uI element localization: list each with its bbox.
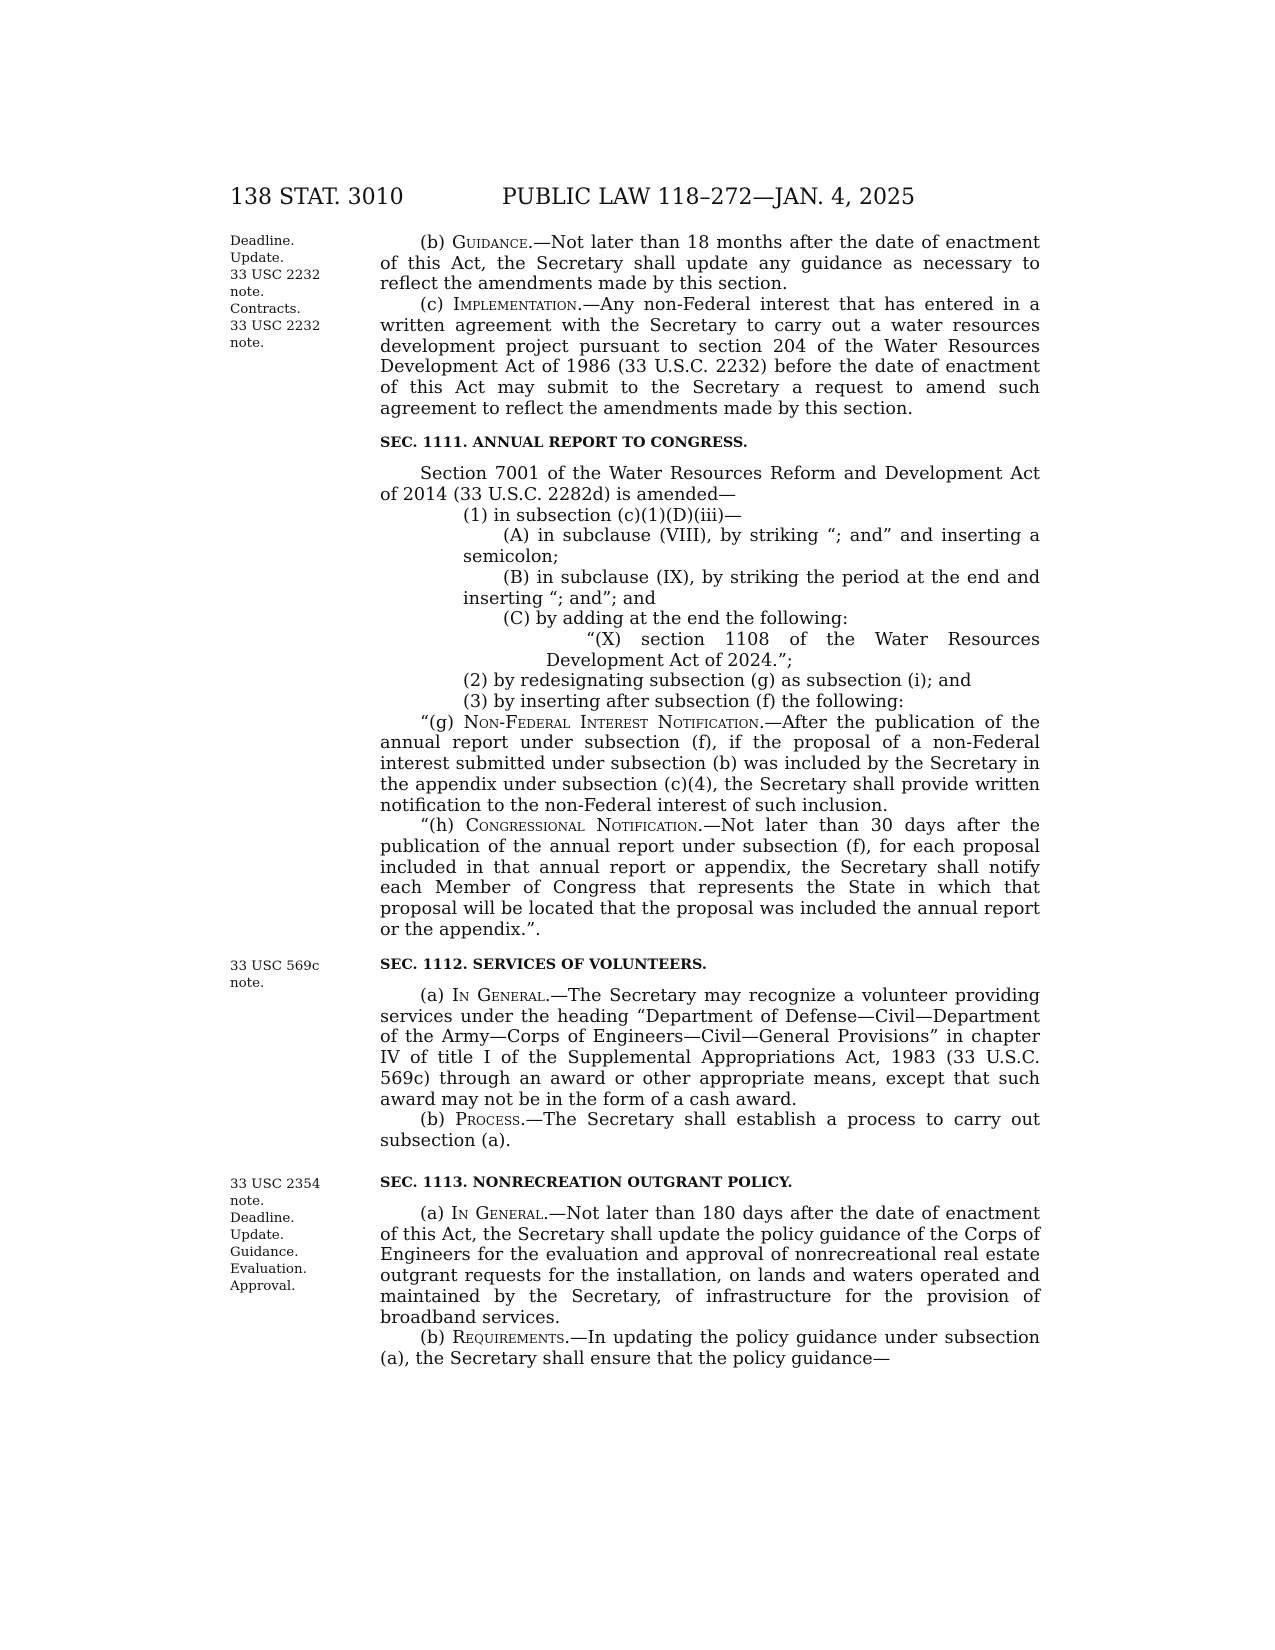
section-1111-heading: SEC. 1111. ANNUAL REPORT TO CONGRESS. [380, 434, 748, 452]
subsection-heading: Guidance [451, 233, 528, 253]
margin-note-line: Approval. [230, 1279, 296, 1294]
inserted-clause-x: “(X) section 1108 of the Water Resources Development Act of 2024.”; [546, 629, 1040, 671]
margin-note-line: 33 USC 2232 [230, 268, 321, 283]
subsection-heading: Non-Federal Interest Notification [463, 712, 759, 733]
subsection-1110-b: (b) Guidance.—Not later than 18 months after the date of enactment of this Act, the Secretary shall update any guidance as necessary to reflect the amendments made by this section. [380, 233, 1040, 295]
margin-note-line: Deadline. [230, 1211, 295, 1226]
section-1113-heading: SEC. 1113. NONRECREATION OUTGRANT POLICY. [380, 1174, 793, 1191]
inserted-subsection-h: “(h) Congressional Notification.—Not later than 30 days after the publication of the annual report under subsection (f), for each proposal included in that annual report or appendix, the Secretary shall notify each Member of Congress that represents the State in which that proposal will be located that the proposal was included the annual report or the appendix.”. [380, 816, 1040, 940]
margin-note-line: note. [230, 336, 265, 351]
amendment-item-a: (A) in subclause (VIII), by striking “; and” and inserting a semicolon; [463, 526, 1040, 568]
margin-note-block-1 [230, 233, 350, 352]
margin-note-line: 33 USC 569c [230, 959, 320, 974]
subsection-heading: Process [455, 1110, 521, 1131]
margin-note-line: note. [230, 1194, 265, 1209]
body-column-top [380, 233, 1040, 941]
margin-note-line: note. [230, 976, 265, 991]
body-column-section-1112 [380, 955, 1040, 1152]
amendment-item-2: (2) by redesignating subsection (g) as subsection (i); and [463, 671, 972, 692]
amendment-item-1: (1) in subsection (c)(1)(D)(iii)— [463, 505, 742, 526]
subsection-heading: In General [451, 986, 545, 1006]
amendment-item-c: (C) by adding at the end the following: [503, 609, 849, 630]
margin-note-line: Update. [230, 251, 284, 266]
subsection-heading: Congressional Notification [465, 816, 698, 837]
margin-note-block-3 [230, 1176, 350, 1295]
margin-note-block-2 [230, 958, 350, 992]
subsection-heading: Requirements [452, 1328, 565, 1349]
margin-note-line: Update. [230, 1228, 284, 1243]
margin-note-line: 33 USC 2232 [230, 319, 321, 334]
subsection-1112-a: (a) In General.—The Secretary may recognize a volunteer providing services under the heading “Department of Defense—Civil—Department of the Army—Corps of Engineers—Civil—General Provisions” in chapter IV of title I of the Supplemental Appropriations Act, 1983 (33 U.S.C. 569c) through an award or other appropriate means, except that such award may not be in the form of a cash award. [380, 986, 1041, 1110]
margin-note-line: Deadline. [230, 234, 295, 249]
section-1111-intro: Section 7001 of the Water Resources Reform and Development Act of 2014 (33 U.S.C. 2282d) is amended— [380, 464, 1040, 506]
subsection-heading: In General [451, 1204, 544, 1224]
amendment-item-3: (3) by inserting after subsection (f) the following: [463, 692, 905, 713]
subsection-heading: Implementation [453, 295, 578, 316]
subsection-1112-b: (b) Process.—The Secretary shall establish a process to carry out subsection (a). [380, 1110, 1040, 1151]
statute-page-number: 138 STAT. 3010 [230, 185, 404, 210]
amendment-item-b: (B) in subclause (IX), by striking the period at the end and inserting “; and”; and [463, 567, 1040, 609]
subsection-1110-c: (c) Implementation.—Any non-Federal interest that has entered in a written agreement with the Secretary to carry out a water resources development project pursuant to section 204 of the Water Resources Development Act of 1986 (33 U.S.C. 2232) before the date of enactment of this Act may submit to the Secretary a request to amend such agreement to reflect the amendments made by this section. [380, 295, 1041, 419]
body-column-section-1113 [380, 1173, 1040, 1370]
margin-note-line: 33 USC 2354 [230, 1177, 321, 1192]
margin-note-line: Evaluation. [230, 1262, 307, 1277]
subsection-1113-a: (a) In General.—Not later than 180 days after the date of enactment of this Act, the Secretary shall update the policy guidance of the Corps of Engineers for the evaluation and approval of nonrecreational real estate outgrant requests for the installation, on lands and waters operated and maintained by the Secretary, of infrastructure for the provision of broadband services. [380, 1204, 1040, 1328]
subsection-1113-b: (b) Requirements.—In updating the policy guidance under subsection (a), the Secretary shall ensure that the policy guidance— [380, 1328, 1040, 1369]
inserted-subsection-g: “(g) Non-Federal Interest Notification.—After the publication of the annual report under subsection (f), if the proposal of a non-Federal interest submitted under subsection (b) was included by the Secretary in the appendix under subsection (c)(4), the Secretary shall provide written notification to the non-Federal interest of such inclusion. [380, 712, 1041, 816]
section-1112-heading: SEC. 1112. SERVICES OF VOLUNTEERS. [380, 956, 707, 973]
margin-note-line: Guidance. [230, 1245, 299, 1260]
margin-note-line: Contracts. [230, 302, 301, 317]
page-header [230, 183, 1050, 213]
margin-note-line: note. [230, 285, 265, 300]
public-law-citation: PUBLIC LAW 118–272—JAN. 4, 2025 [502, 185, 915, 210]
